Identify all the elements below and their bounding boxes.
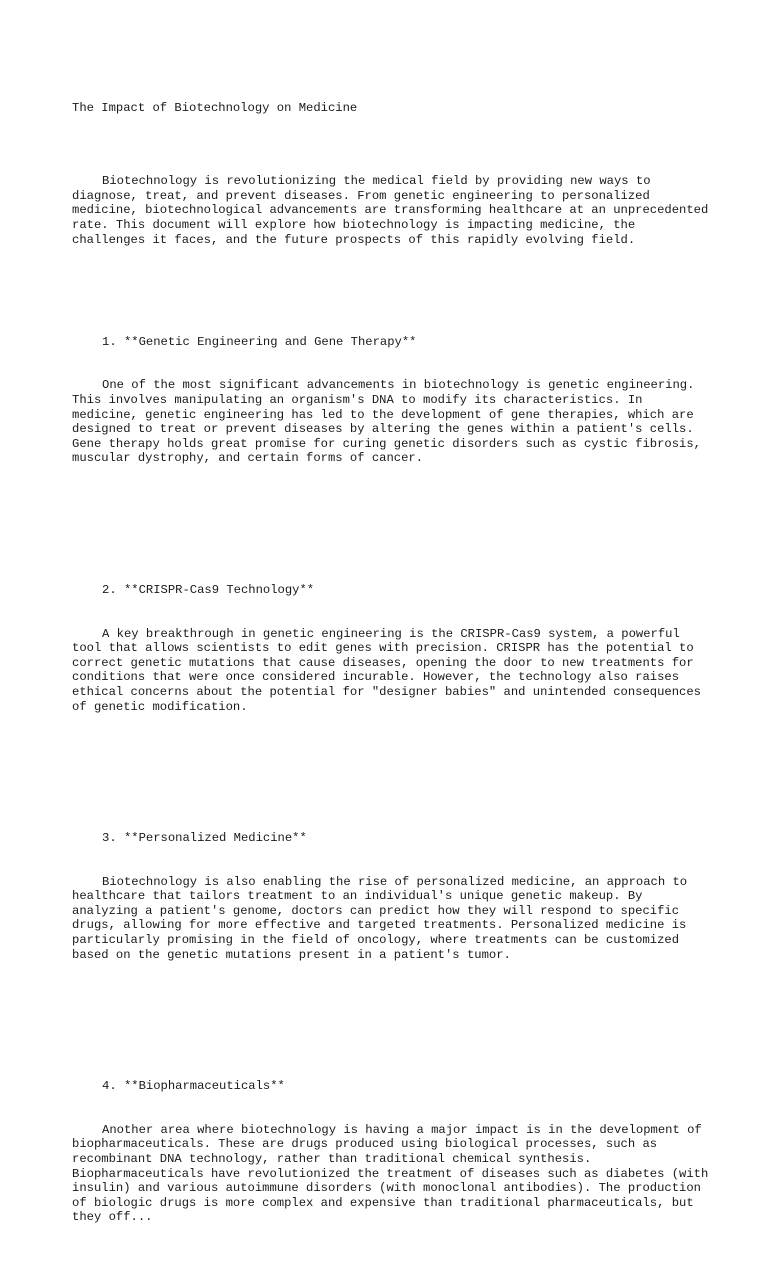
document-page	[72, 72, 716, 1283]
section-heading: 2. **CRISPR-Cas9 Technology**	[102, 582, 315, 597]
section-genetic-engineering	[72, 306, 712, 496]
intro-paragraph: Biotechnology is revolutionizing the medical field by providing new ways to diagnose, treat, and prevent diseases. From genetic engineering to personalized medicine, biotechnological advancements are transforming healthcare at an unprecedented rate. This document will explore how biotechnology is impacting medicine, the challenges it faces, and the future prospects of this rapidly evolving field.	[72, 174, 716, 247]
section-heading: 4. **Biopharmaceuticals**	[102, 1078, 285, 1093]
section-body: Another area where biotechnology is having a major impact is in the development of biopharmaceuticals. These are drugs produced using biological processes, such as recombinant DNA technology, rather than traditional chemical synthesis. Biopharmaceuticals have revolutionized the treatment of diseases such as diabetes (with insulin) and various autoimmune disorders (with monoclonal antibodies). The production of biologic drugs is more complex and expensive than traditional pharmaceuticals, but they off...	[72, 1122, 716, 1225]
document-title: The Impact of Biotechnology on Medicine	[72, 101, 358, 116]
section-heading: 1. **Genetic Engineering and Gene Therapy**	[102, 334, 417, 349]
section-personalized-medicine	[72, 802, 712, 992]
section-body: A key breakthrough in genetic engineering is the CRISPR-Cas9 system, a powerful tool that allows scientists to edit genes with precision. CRISPR has the potential to correct genetic mutations that cause diseases, opening the door to new treatments for conditions that were once considered incurable. However, the technology also raises ethical concerns about the potential for "designer babies" and unintended consequences of genetic modification.	[72, 626, 709, 714]
section-heading: 3. **Personalized Medicine**	[102, 830, 307, 845]
section-biopharmaceuticals	[72, 1050, 716, 1254]
section-body: Biotechnology is also enabling the rise of personalized medicine, an approach to healthcare that tailors treatment to an individual's unique genetic makeup. By analyzing a patient's genome, doctors can predict how they will respond to specific drugs, allowing for more effective and targeted treatments. Personalized medicine is particularly promising in the field of oncology, where treatments can be customized based on the genetic mutations present in a patient's tumor.	[72, 874, 695, 962]
section-crispr	[72, 554, 712, 744]
section-body: One of the most significant advancements in biotechnology is genetic engineering. This involves manipulating an organism's DNA to modify its characteristics. In medicine, genetic engineering has led to the development of gene therapies, which are designed to treat or prevent diseases by altering the genes within a patient's cells. Gene therapy holds great promise for curing genetic disorders such as cystic fibrosis, muscular dystrophy, and certain forms of cancer.	[72, 378, 709, 466]
